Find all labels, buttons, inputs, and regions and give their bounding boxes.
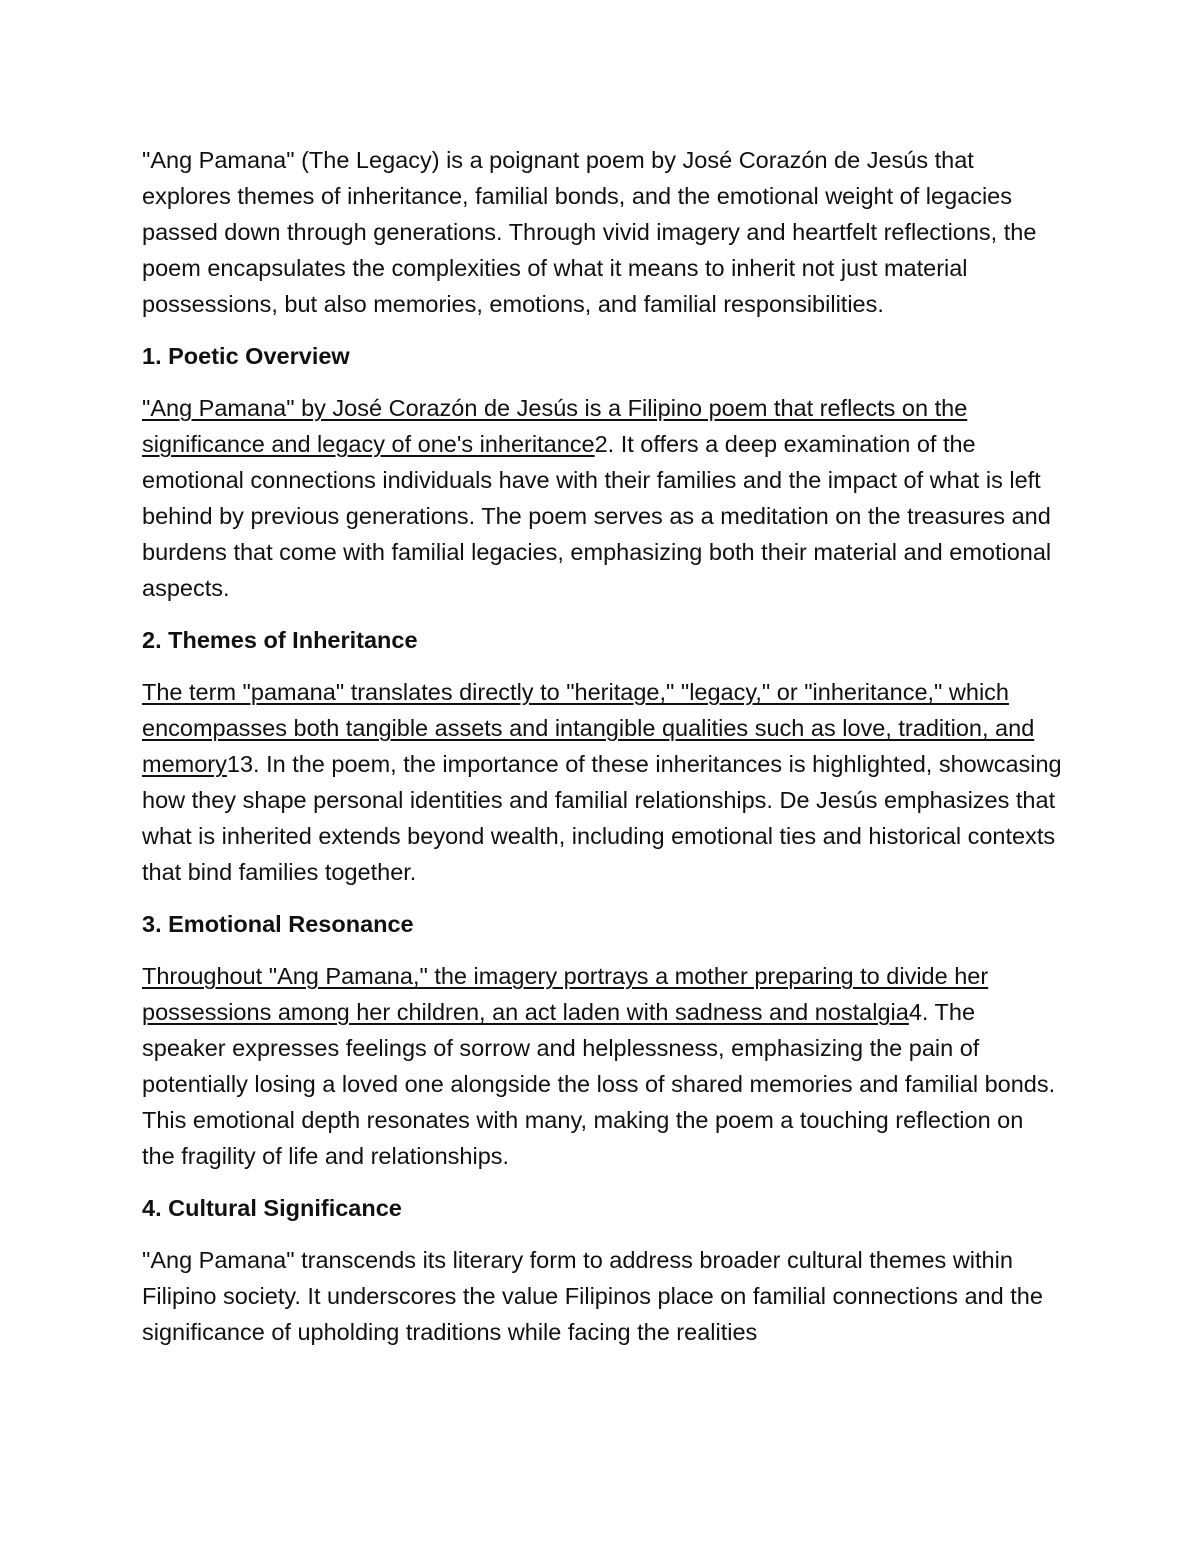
- intro-paragraph: "Ang Pamana" (The Legacy) is a poignant poem by José Corazón de Jesús that explores themes of inheritance, familial bonds, and the emotional weight of legacies passed down through generations. Through vivid imagery and heartfelt reflections, the poem encapsulates the complexities of what it means to inherit not just material possessions, but also memories, emotions, and familial responsibilities.: [142, 147, 1037, 317]
- paragraph-text: 13. In the poem, the importance of these inheritances is highlighted, showcasing how they shape personal identities and familial relationships. De Jesús emphasizes that what is inherited extends beyond wealth, including emotional ties and historical contexts that bind families together.: [142, 751, 1062, 885]
- section-paragraph-cultural-significance: "Ang Pamana" transcends its literary form to address broader cultural themes within Filipino society. It underscores the value Filipinos place on familial connections and the significance of upholding traditions while facing the realities: [142, 1247, 1043, 1345]
- section-heading-emotional-resonance: 3. Emotional Resonance: [142, 911, 414, 937]
- section-heading-themes: 2. Themes of Inheritance: [142, 627, 418, 653]
- section-heading-poetic-overview: 1. Poetic Overview: [142, 343, 350, 369]
- paragraph-text: 2. It offers a deep examination of the emotional connections individuals have with their families and the impact of what is left behind by previous generations. The poem serves as a meditation on the treasures and burdens that come with familial legacies, emphasizing both their material and emotional aspects.: [142, 431, 1052, 601]
- section-paragraph-themes: [142, 674, 1062, 890]
- section-heading-cultural-significance: 4. Cultural Significance: [142, 1195, 402, 1221]
- reference-link[interactable]: The term "pamana" translates directly to "heritage," "legacy," or "inheritance," which encompasses both tangible assets and intangible qualities such as love, tradition, and memory: [142, 679, 1035, 777]
- paragraph-text: 4. The speaker expresses feelings of sorrow and helplessness, emphasizing the pain of potentially losing a loved one alongside the loss of shared memories and familial bonds. This emotional depth resonates with many, making the poem a touching reflection on the fragility of life and relationships.: [142, 999, 1056, 1169]
- document-body: [142, 142, 1062, 1366]
- section-paragraph-emotional-resonance: [142, 958, 1062, 1174]
- reference-link[interactable]: "Ang Pamana" by José Corazón de Jesús is a Filipino poem that reflects on the significance and legacy of one's inheritance: [142, 395, 968, 457]
- section-paragraph-poetic-overview: [142, 390, 1062, 606]
- reference-link[interactable]: Throughout "Ang Pamana," the imagery portrays a mother preparing to divide her possessions among her children, an act laden with sadness and nostalgia: [142, 963, 989, 1025]
